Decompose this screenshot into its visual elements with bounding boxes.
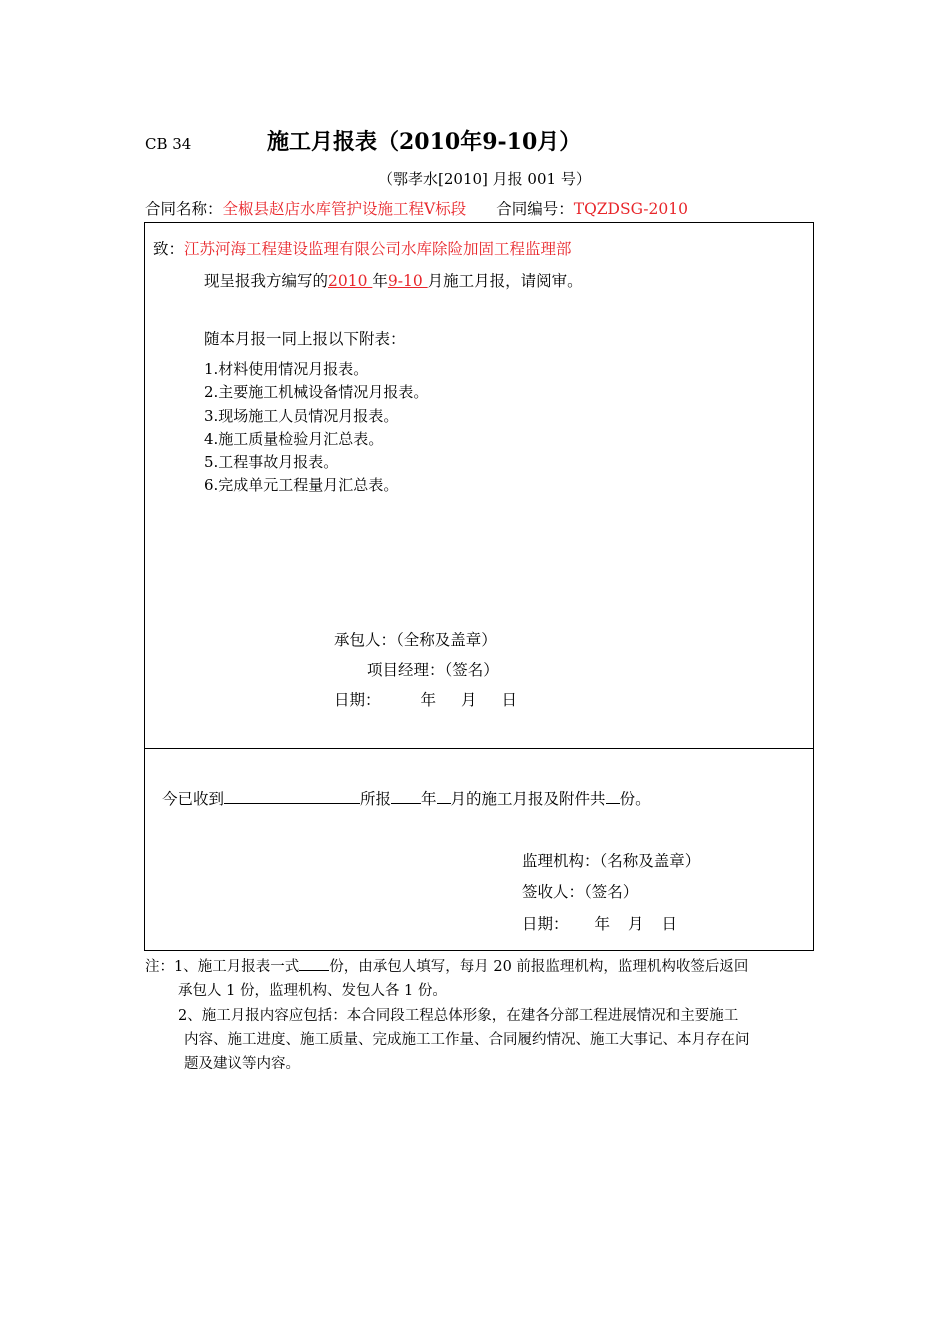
note-2-line-3: 题及建议等内容。 — [184, 1056, 300, 1072]
submission-section — [144, 222, 814, 748]
contract-line — [145, 197, 688, 219]
report-month: 9-10 — [387, 272, 428, 290]
signer-signature-label: 签收人：（签名） — [522, 883, 639, 901]
list-item: 6.完成单元工程量月汇总表。 — [204, 476, 399, 495]
note-1-line-1: 注：1、施工月报表一式 份，由承包人填写，每月 20 前报监理机构，监理机构收签后返回 — [145, 956, 748, 978]
list-item: 4.施工质量检验月汇总表。 — [204, 429, 384, 448]
reference-number: （鄂孝水[2010] 月报 001 号） — [378, 170, 591, 188]
supervisor-signature-label: 监理机构：（名称及盖章） — [522, 852, 701, 870]
list-item: 2.主要施工机械设备情况月报表。 — [204, 383, 429, 402]
copies-count-blank — [299, 956, 329, 971]
list-item: 1.材料使用情况月报表。 — [204, 360, 369, 378]
addressee-label: 致： — [153, 240, 185, 258]
note-1-line-2: 承包人 1 份，监理机构、发包人各 1 份。 — [178, 983, 447, 999]
addressee-value: 江苏河海工程建设监理有限公司水库除险加固工程监理部 — [184, 240, 572, 258]
note-2-line-2: 内容、施工进度、施工质量、完成施工工作量、合同履约情况、施工大事记、本月存在问 — [184, 1032, 750, 1048]
attachments-list — [204, 358, 428, 498]
addressee-line — [153, 237, 572, 259]
contract-number-value: TQZDSG-2010 — [573, 200, 688, 218]
form-code: CB 34 — [145, 135, 192, 153]
month-blank — [437, 789, 451, 804]
contractor-signature-label: 承包人：（全称及盖章） — [334, 631, 497, 649]
list-item: 3.现场施工人员情况月报表。 — [204, 406, 399, 425]
receipt-section — [144, 748, 814, 951]
note-2-line-1: 2、施工月报内容应包括：本合同段工程总体形象，在建各分部工程进展情况和主要施工 — [178, 1008, 739, 1024]
copies-blank — [606, 789, 620, 804]
year-blank — [391, 789, 421, 804]
receipt-statement: 今已收到 所报 年 月的施工月报及附件共 份。 — [162, 790, 651, 808]
contract-name-label: 合同名称： — [145, 200, 223, 218]
contract-number-label: 合同编号： — [496, 200, 574, 218]
submission-statement: 现呈报我方编写的2010 年9-10 月施工月报，请阅审。 — [204, 272, 583, 290]
list-item: 5.工程事故月报表。 — [204, 453, 339, 472]
page-title: 施工月报表（2010年9-10月） — [267, 129, 582, 155]
received-from-blank — [224, 789, 360, 804]
attachments-intro: 随本月报一同上报以下附表： — [204, 330, 406, 348]
contract-name-value: 全椒县赵店水库管护设施工程Ⅴ标段 — [222, 200, 467, 218]
project-manager-signature-label: 项目经理：（签名） — [367, 661, 499, 679]
contractor-date-line: 日期： 年 月 日 — [334, 691, 518, 709]
receipt-date-line: 日期： 年 月 日 — [522, 915, 678, 933]
report-year: 2010 — [328, 272, 373, 290]
notes-label: 注： — [145, 959, 174, 975]
